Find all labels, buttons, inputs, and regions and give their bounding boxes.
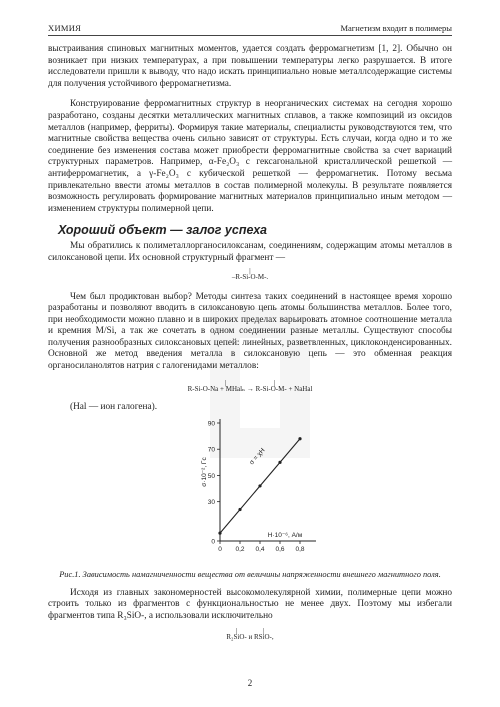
data-point — [278, 461, 281, 464]
header-article-title: Магнетизм входит в полимеры — [340, 23, 452, 33]
y-axis-label: σ·10⁻², Гс — [201, 457, 208, 487]
formula-fragment-text: –R-Si-O-M-. — [231, 272, 269, 281]
y-tick-label: 0 — [211, 538, 215, 546]
data-point — [258, 485, 261, 488]
section-heading: Хороший объект — залог успеха — [58, 223, 267, 238]
y-tick-label: 30 — [207, 499, 215, 507]
formula-fragments-text: R₂SiO- и RSiO-, — [226, 632, 274, 641]
y-tick-label: 50 — [207, 473, 215, 481]
paragraph-3: Мы обратились к полиметаллорганосилоксанам, соединениям, содержащим атомы металлов в силоксановой цепи. Их основной структурный фрагмент — — [48, 241, 452, 263]
x-tick-label: 0,8 — [295, 546, 305, 554]
paragraph-1: выстраивания спиновых магнитных моментов, удается создать ферромагнетизм [1, 2]. Обычно он возникает при низких температурах, а при повышении температуры легко разрушается. В итоге исследователи пришли к выводу, что надо искать принципиально новые металлсодержащие системы для получения устойчивого ферромагнетизма. — [48, 44, 452, 89]
data-point — [298, 437, 301, 440]
paragraph-6: Исходя из главных закономерностей высокомолекулярной химии, полимерные цепи можно строить только из фрагментов с функциональностью не менее двух. Поэтому мы избегали фрагментов типа R₃SiO-, а использовали исключительно — [48, 587, 452, 621]
figure-caption: Рис.1. Зависимость намагниченности вещества от величины напряженности внешнего магнитного поля. — [59, 570, 441, 580]
magnetization-chart — [198, 413, 328, 563]
y-tick-label: 70 — [207, 446, 215, 454]
x-tick-label: 0,2 — [235, 546, 245, 554]
page-number: 2 — [247, 678, 253, 688]
formula-reaction-text: R-Si-O-Na + MHalₙ → R-Si-O-M- + NaHal — [187, 384, 313, 393]
data-point — [238, 508, 241, 511]
formula-fragment: | –R-Si-O-M-. — [231, 266, 269, 281]
formula-reaction: | | R-Si-O-Na + MHalₙ → R-Si-O-M- + NaHal — [187, 378, 313, 393]
data-point — [218, 532, 221, 535]
x-axis-label: H·10⁻⁶, А/м — [267, 532, 303, 540]
paragraph-4: Чем был продиктован выбор? Методы синтеза таких соединений в настоящее время хорошо разработаны и позволяют вводить в силоксановую цепь атомы большинства металлов. Более того, при необходимости можно плавно и в широких пределах варьировать атомное соотношение металла и кремния M/Si, а так же сочетать в одном соединении разные металлы. Существуют способы получения разнообразных силоксановых цепей: линейных, разветвленных, циклоконденсированных. Основной же метод введения металла в силоксановую цепь — это обменная реакция органосиланолятов натрия с галогенидами металлов: — [48, 291, 452, 372]
x-tick-label: 0,6 — [275, 546, 285, 554]
page-header — [48, 21, 452, 36]
x-tick-label: 0 — [218, 546, 222, 554]
header-section-title: ХИМИЯ — [48, 23, 82, 33]
figure-1 — [48, 413, 452, 568]
y-tick-label: 90 — [207, 420, 215, 428]
article-body — [48, 44, 452, 642]
fit-annotation: σ = χH — [248, 447, 267, 467]
paragraph-2: Конструирование ферромагнитных структур в неорганических системах на сегодня хорошо разработано, созданы десятки металлических магнитных сплавов, а также композиций из оксидов металлов (например, ферриты). Формируя такие материалы, специалисты руководствуются тем, что магнитные свойства вещества очень сильно зависят от структуры. Есть случаи, когда одно и то же соединение без изменения состава может приобрести ферромагнитные свойства за счет вариаций структурных параметров. Например, α-Fe₂O₃ с гексагональной кристаллической решеткой — антиферромагнетик, а γ-Fe₂O₃ с кубической решеткой — ферромагнетик. Потому весьма привлекательно ввести атомы металлов в состав полимерной молекулы. В результате появляется возможность регулировать формирование магнитных материалов принципиально иным методом — изменением структуры полимерной цепи. — [48, 99, 452, 214]
x-tick-label: 0,4 — [255, 546, 265, 554]
paragraph-5: (Hal — ион галогена). — [70, 401, 158, 412]
formula-fragments-types: | | R₂SiO- и RSiO-, — [226, 626, 274, 641]
